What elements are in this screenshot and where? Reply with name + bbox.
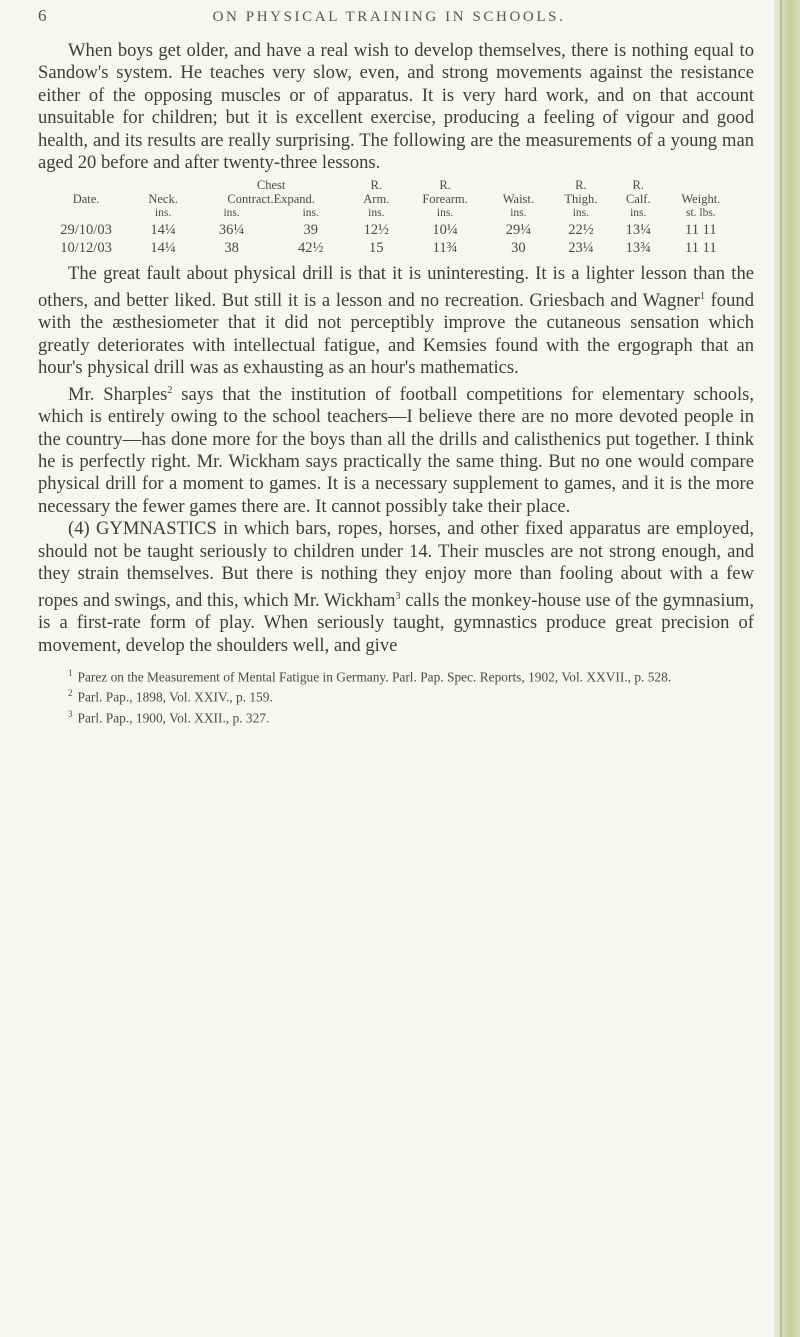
footnote-mark: 2: [68, 688, 73, 699]
running-head: [38, 6, 754, 34]
paragraph-physical-drill: [38, 263, 754, 379]
table-cell: 12½: [363, 222, 389, 239]
paragraph-sandow: When boys get older, and have a real wish to develop themselves, there is nothing equal to Sandow's system. He teaches very slow, even, and strong movements against the resistance either of the opposing muscles or of apparatus. It is very hard work, and on that account unsuitable for children; but it is excellent exercise, producing a feeling of vigour and good health, and its results are really surprising. The following are the measurements of a young man aged 20 before and after twenty-three lessons.: [38, 40, 754, 174]
footnote-text: Parez on the Measurement of Mental Fatigue in Germany. Parl. Pap. Spec. Reports, 1902, Vol. XXVII., p. 528.: [77, 669, 672, 685]
th-top-chest: Chest: [256, 178, 286, 193]
table-cell: 10/12/03: [60, 240, 112, 257]
footnote-mark: 1: [68, 667, 73, 678]
paragraph-text: (4) GYMNASTICS in which bars, ropes, horses, and other fixed apparatus are employed, should not be taught seriously to children under 14. Their muscles are not strong enough, and they strain themselves. But there is nothing they enjoy more than fooling about with a few ropes and swings, and this, which Mr. Wickham: [38, 518, 754, 611]
footnote-text: Parl. Pap., 1900, Vol. XXII., p. 327.: [77, 710, 270, 726]
paragraph-text: calls the monkey-house use of the gymnasium, is a first-rate form of play. When seriously taught, gymnastics produce great precision of movement, develop the shoulders well, and give: [38, 589, 754, 656]
table-cell: 14¼: [150, 222, 176, 239]
th-weight: Weight.: [681, 192, 721, 207]
unit-cell: ins.: [572, 207, 590, 220]
table-cell: 14¼: [150, 240, 176, 257]
table-cell: 13¼: [625, 222, 651, 239]
footnote-ref: 3: [395, 590, 401, 602]
th-top-date: [38, 178, 134, 192]
unit-cell: ins.: [436, 207, 454, 220]
table-row: [38, 221, 738, 239]
th-arm: Arm.: [363, 192, 390, 207]
unit-cell: ins.: [154, 207, 172, 220]
page-edge-binding: [774, 0, 800, 1337]
page-edge-line: [780, 0, 782, 1337]
footnote-text: Parl. Pap., 1898, Vol. XXIV., p. 159.: [77, 689, 273, 705]
th-top-arm: R.: [370, 178, 383, 193]
table-cell: 29¼: [505, 222, 532, 239]
paragraph-text: Mr. Sharples: [68, 383, 168, 405]
table-row: [38, 239, 738, 257]
paragraph-text: found with the æsthesiometer that it did not perceptibly improve the cutaneous sensation which greatly deteriorates with intellectual fatigue, and Kemsies found with the ergograph that an hour's physical drill was as exhausting as an hour's mathematics.: [38, 290, 754, 379]
th-top-thigh: R.: [575, 178, 587, 193]
table-cell: 10¼: [432, 222, 458, 239]
unit-cell: [38, 206, 134, 221]
table-cell: 30: [511, 240, 526, 257]
table-cell: 22½: [568, 222, 594, 239]
th-top-waist: [488, 178, 549, 192]
th-top-weight: [664, 178, 738, 192]
unit-cell: ins.: [302, 207, 319, 220]
th-date: Date.: [72, 192, 100, 207]
measurements-table-wrap: [38, 178, 754, 257]
th-waist: Waist.: [502, 192, 535, 207]
footnote: [38, 665, 754, 685]
th-top-calf: R.: [632, 178, 644, 193]
measurements-table: [38, 178, 738, 257]
table-cell: 38: [224, 240, 239, 257]
table-cell: 29/10/03: [60, 222, 112, 239]
table-header-row: [38, 192, 738, 206]
page-number: 6: [38, 6, 47, 25]
table-cell: 11¾: [432, 240, 458, 257]
footnote-ref: 1: [699, 290, 705, 302]
table-cell: 42½: [298, 240, 324, 257]
paragraph-gymnastics: [38, 518, 754, 657]
unit-cell: ins.: [223, 207, 240, 220]
paragraph-text: says that the institution of football competitions for elementary schools, which is entirely owing to the school teachers—I believe there are no more devoted people in the country—has done more for the boys than all the drills and calisthenics put together. I think he is perfectly right. Mr. Wickham says practically the same thing. But no one would compare physical drill for a moment to games. It is a necessary supplement to games, and it is the more necessary the fewer games there are. It cannot possibly take their place.: [38, 383, 754, 517]
th-neck: Neck.: [148, 192, 178, 207]
paragraph-football: [38, 380, 754, 519]
paragraph-text: The great fault about physical drill is that it is uninteresting. It is a lighter lesson than the others, and better liked. But still it is a lesson and no recreation. Griesbach and Wagner: [38, 263, 754, 312]
footnotes: [38, 665, 754, 726]
table-units-row: [38, 206, 738, 221]
table-cell: 11 11: [685, 240, 717, 257]
table-header-top-row: [38, 178, 738, 192]
th-chest: Contract.Expand.: [227, 192, 315, 207]
footnote: [38, 706, 754, 726]
th-thigh: Thigh.: [564, 192, 598, 207]
table-cell: 11 11: [685, 222, 717, 239]
footnote-ref: 2: [167, 384, 173, 396]
unit-cell: ins.: [630, 207, 647, 220]
th-calf: Calf.: [625, 192, 651, 207]
th-top-forearm: R.: [439, 178, 451, 193]
table-cell: 13¾: [625, 240, 651, 257]
page-content: [38, 6, 754, 726]
table-cell: 36¼: [218, 222, 245, 239]
unit-cell: ins.: [368, 207, 385, 220]
footnote-mark: 3: [68, 708, 73, 719]
th-forearm: Forearm.: [422, 192, 468, 207]
table-cell: 39: [303, 222, 318, 239]
running-title: ON PHYSICAL TRAINING IN SCHOOLS.: [212, 9, 566, 25]
footnote: [38, 685, 754, 705]
unit-cell: ins.: [510, 207, 527, 220]
table-cell: 23¼: [568, 240, 594, 257]
th-top-neck: [134, 178, 192, 192]
unit-cell: st. lbs.: [685, 207, 716, 220]
table-cell: 15: [369, 240, 384, 257]
